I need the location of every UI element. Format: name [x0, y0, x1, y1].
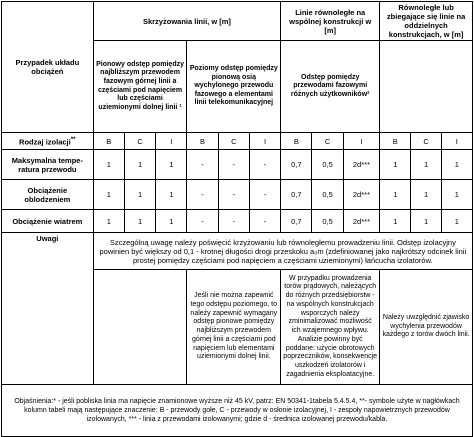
- table-cell: 1: [441, 210, 472, 233]
- table-cell: 0,7: [281, 210, 312, 233]
- insulation-label: Rodzaj izolacji**: [2, 133, 94, 150]
- table-cell: 1: [411, 180, 441, 210]
- table-cell: -: [249, 180, 280, 210]
- table-cell: -: [218, 150, 249, 180]
- table-cell: 1: [124, 210, 155, 233]
- table-cell: 2d***: [343, 210, 379, 233]
- table-cell: 1: [411, 210, 441, 233]
- parallel-separate-header: Równoległe lub zbiegające się linie na oddzielnych konstrukcjach, w [m]: [380, 2, 473, 41]
- remarks-separate-note: Należy uwzględnić zjawisko wychylenia przewodów każdego z torów dwóch linii.: [380, 270, 473, 385]
- row-label: Obciążenie wiatrem: [2, 210, 94, 233]
- remarks-general: Szczególną uwagę należy poświęcić krzyżowaniu lub równoległemu prowadzeniu linii. Odstęp izolacyjny powinien być większy od 0,1 - krotnej długości drogi przeskoku a₀m (zdefiniowanej jako najkrótszy odcinek linii prostej pomiędzy częściami pod napięciem a częściami uziemionymi) łańcucha izolatorów.: [93, 233, 472, 270]
- insulation-type: I: [343, 133, 379, 150]
- table-cell: 2d***: [343, 180, 379, 210]
- page: [1, 1, 473, 430]
- table-cell: 1: [93, 210, 124, 233]
- insulation-type: I: [441, 133, 472, 150]
- table-cell: -: [218, 210, 249, 233]
- insulation-type: B: [187, 133, 218, 150]
- table-cell: 1: [124, 150, 155, 180]
- table-cell: 1: [124, 180, 155, 210]
- insulation-type: B: [93, 133, 124, 150]
- table-cell: -: [187, 150, 218, 180]
- table-cell: 2d***: [343, 150, 379, 180]
- insulation-type: C: [411, 133, 441, 150]
- table-cell: 1: [156, 180, 187, 210]
- table-cell: 0,7: [281, 150, 312, 180]
- remarks-label: Uwagi: [2, 233, 94, 385]
- table-cell: 1: [93, 180, 124, 210]
- table-cell: -: [249, 210, 280, 233]
- insulation-type: B: [281, 133, 312, 150]
- remarks-empty-cell: [93, 270, 187, 385]
- horizontal-clearance-header: Poziomy odstęp pomiędzy pionową osią wychylonego przewodu fazowego a elementami linii telekomunikacyjnej: [187, 41, 281, 133]
- row-label: Maksymalna tempe-ratura przewodu: [2, 150, 94, 180]
- table-cell: 0,5: [312, 150, 343, 180]
- table-cell: 1: [441, 180, 472, 210]
- insulation-type: C: [124, 133, 155, 150]
- table-cell: 0,7: [281, 180, 312, 210]
- table-cell: 1: [441, 150, 472, 180]
- footnote: Objaśnienia:* - jeśli pobliska linia ma napięcie znamionowe wyższe niż 45 kV, patrz: EN 50341-1tabela 5.4.5.4, **- symbole użyte w nagłówkach kolumn tabeli mają następujące znaczenie: B - przewody gołe, C - przewody w osłonie izolacyjnej, I - zespoły napowietrznych przewodów izolowanych, *** - linia z przewodami izolowanymi; gdzie d - średnica izolowanej przewodu/kabla.: [2, 385, 473, 437]
- phase-clearance-header: Odstęp pomiędzy przewodami fazowymi różnych użytkowników²: [281, 41, 380, 133]
- insulation-type: C: [312, 133, 343, 150]
- table-cell: 1: [380, 150, 411, 180]
- table-cell: 1: [156, 150, 187, 180]
- table-cell: 1: [380, 180, 411, 210]
- table-cell: 1: [93, 150, 124, 180]
- vertical-clearance-header: Pionowy odstęp pomiędzy najbliższym przewodem fazowym górnej linii a częściami pod napięciem lub częściami uziemionymi dolnej linii ¹: [93, 41, 187, 133]
- insulation-type: C: [218, 133, 249, 150]
- table-cell: -: [187, 210, 218, 233]
- table-cell: -: [187, 180, 218, 210]
- remarks-shared-note: W przypadku prowadzenia torów prądowych, należących do różnych przedsiębiorstw - na wspólnych konstrukcjach wsporczych należy zminimalizować możliwość ich wzajemnego wpływu. Analizie powinny być poddane: użycie obrotowych poprzeczników, konsekwencje uszkodzeń izolatorów i zagadnienia eksploatacyjne.: [281, 270, 380, 385]
- table-cell: 0,5: [312, 210, 343, 233]
- crossings-header: Skrzyżowania linii, w [m]: [93, 2, 281, 41]
- table-cell: 1: [380, 210, 411, 233]
- table-cell: -: [218, 180, 249, 210]
- remarks-horizontal-note: Jeśli nie można zapewnić tego odstępu poziomego, to należy zapewnić wymagany odstęp pionowe pomiędzy najbliższym przewodem górnej linii a częściami pod napięciem lub elementami uziemionymi dolnej linii.: [187, 270, 281, 385]
- table-cell: 0,5: [312, 180, 343, 210]
- parallel-shared-header: Linie równoległe na wspólnej konstrukcji w [m]: [281, 2, 380, 41]
- table-cell: 1: [156, 210, 187, 233]
- load-case-header: Przypadek układu obciążeń: [2, 2, 94, 133]
- row-label: Obciążenie oblodzeniem: [2, 180, 94, 210]
- insulation-type: I: [249, 133, 280, 150]
- table-cell: -: [249, 150, 280, 180]
- insulation-type: I: [156, 133, 187, 150]
- empty-header-cell: [380, 41, 473, 133]
- table-cell: 1: [411, 150, 441, 180]
- insulation-type: B: [380, 133, 411, 150]
- clearance-table: [1, 1, 473, 437]
